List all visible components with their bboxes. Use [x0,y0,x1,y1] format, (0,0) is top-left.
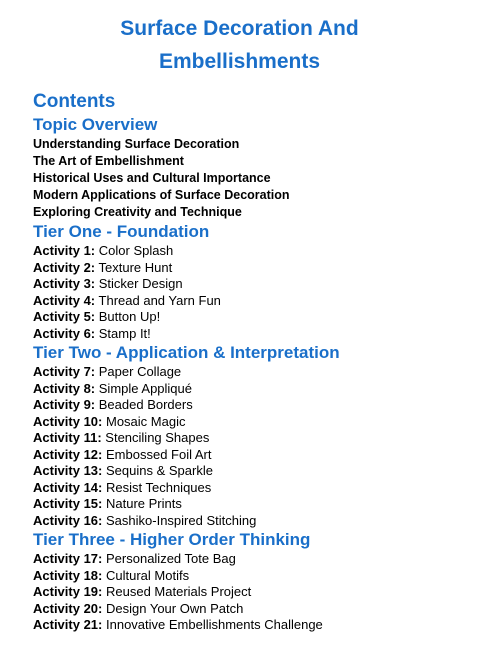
activity-item[interactable] [33,551,463,568]
activity-name: Innovative Embellishments Challenge [106,617,323,632]
activity-label: Activity 16: [33,512,103,528]
activity-item[interactable] [33,601,463,618]
title-line-2: Embellishments [158,50,321,73]
activity-name: Simple Appliqué [98,380,192,396]
page-title [0,12,479,78]
activity-name: Beaded Borders [98,397,193,412]
activity-label: Activity 3: [33,276,96,291]
topic-overview-heading[interactable]: Topic Overview [33,115,158,134]
activity-label: Activity 14: [33,479,103,495]
activity-item[interactable] [33,568,463,585]
tier-one-activity-list [33,243,463,342]
topic-item[interactable]: Exploring Creativity and Technique [33,205,242,219]
activity-name: Button Up! [98,309,161,324]
topic-item[interactable]: Understanding Surface Decoration [33,137,240,151]
tier-two-section [33,342,463,529]
tier-three-heading[interactable]: Tier Three - Higher Order Thinking [33,530,311,549]
activity-item[interactable] [33,276,463,293]
activity-name: Color Splash [98,243,174,258]
topic-item[interactable]: Historical Uses and Cultural Importance [33,171,271,185]
tier-two-activity-list [33,364,463,529]
activity-label: Activity 8: [33,380,96,396]
activity-label: Activity 19: [33,584,103,599]
table-of-contents [33,114,463,634]
activity-label: Activity 2: [33,259,96,275]
tier-three-section [33,529,463,634]
activity-item[interactable] [33,496,463,513]
activity-label: Activity 6: [33,325,96,341]
activity-item[interactable] [33,463,463,480]
activity-label: Activity 7: [33,364,96,379]
tier-three-activity-list [33,551,463,634]
activity-label: Activity 5: [33,309,96,324]
activity-name: Resist Techniques [106,479,212,495]
contents-heading: Contents [33,91,116,112]
activity-name: Reused Materials Project [106,584,252,599]
activity-name: Sashiko-Inspired Stitching [106,512,257,528]
activity-item[interactable] [33,447,463,464]
activity-item[interactable] [33,513,463,530]
activity-name: Mosaic Magic [106,413,186,429]
activity-name: Stenciling Shapes [105,430,210,445]
activity-name: Personalized Tote Bag [106,551,236,566]
activity-name: Sticker Design [98,276,183,291]
activity-name: Cultural Motifs [106,567,190,583]
activity-label: Activity 4: [33,292,96,308]
title-line-1: Surface Decoration And [120,17,359,40]
activity-label: Activity 12: [33,446,103,462]
activity-name: Nature Prints [106,496,182,511]
activity-item[interactable] [33,243,463,260]
topic-item[interactable]: The Art of Embellishment [33,154,184,168]
activity-label: Activity 15: [33,496,103,511]
activity-name: Sequins & Sparkle [106,463,213,478]
activity-label: Activity 10: [33,413,103,429]
activity-item[interactable] [33,364,463,381]
activity-name: Design Your Own Patch [106,600,244,616]
activity-label: Activity 9: [33,397,96,412]
activity-item[interactable] [33,397,463,414]
activity-name: Embossed Foil Art [106,446,212,462]
activity-label: Activity 18: [33,567,103,583]
activity-label: Activity 17: [33,551,103,566]
activity-label: Activity 20: [33,600,103,616]
activity-item[interactable] [33,381,463,398]
topic-overview-section [33,114,463,221]
activity-item[interactable] [33,430,463,447]
activity-label: Activity 13: [33,463,103,478]
activity-item[interactable] [33,326,463,343]
activity-item[interactable] [33,309,463,326]
activity-item[interactable] [33,293,463,310]
activity-name: Texture Hunt [98,259,173,275]
tier-one-section [33,221,463,342]
activity-label: Activity 1: [33,243,96,258]
topic-overview-list [33,136,463,221]
activity-item[interactable] [33,480,463,497]
tier-two-heading[interactable]: Tier Two - Application & Interpretation [33,343,340,362]
activity-item[interactable] [33,260,463,277]
activity-label: Activity 11: [33,430,102,445]
activity-item[interactable] [33,617,463,634]
activity-label: Activity 21: [33,617,103,632]
activity-item[interactable] [33,414,463,431]
topic-item[interactable]: Modern Applications of Surface Decoration [33,188,290,202]
activity-name: Thread and Yarn Fun [98,292,221,308]
activity-item[interactable] [33,584,463,601]
tier-one-heading[interactable]: Tier One - Foundation [33,222,210,241]
activity-name: Stamp It! [98,325,151,341]
activity-name: Paper Collage [98,364,182,379]
